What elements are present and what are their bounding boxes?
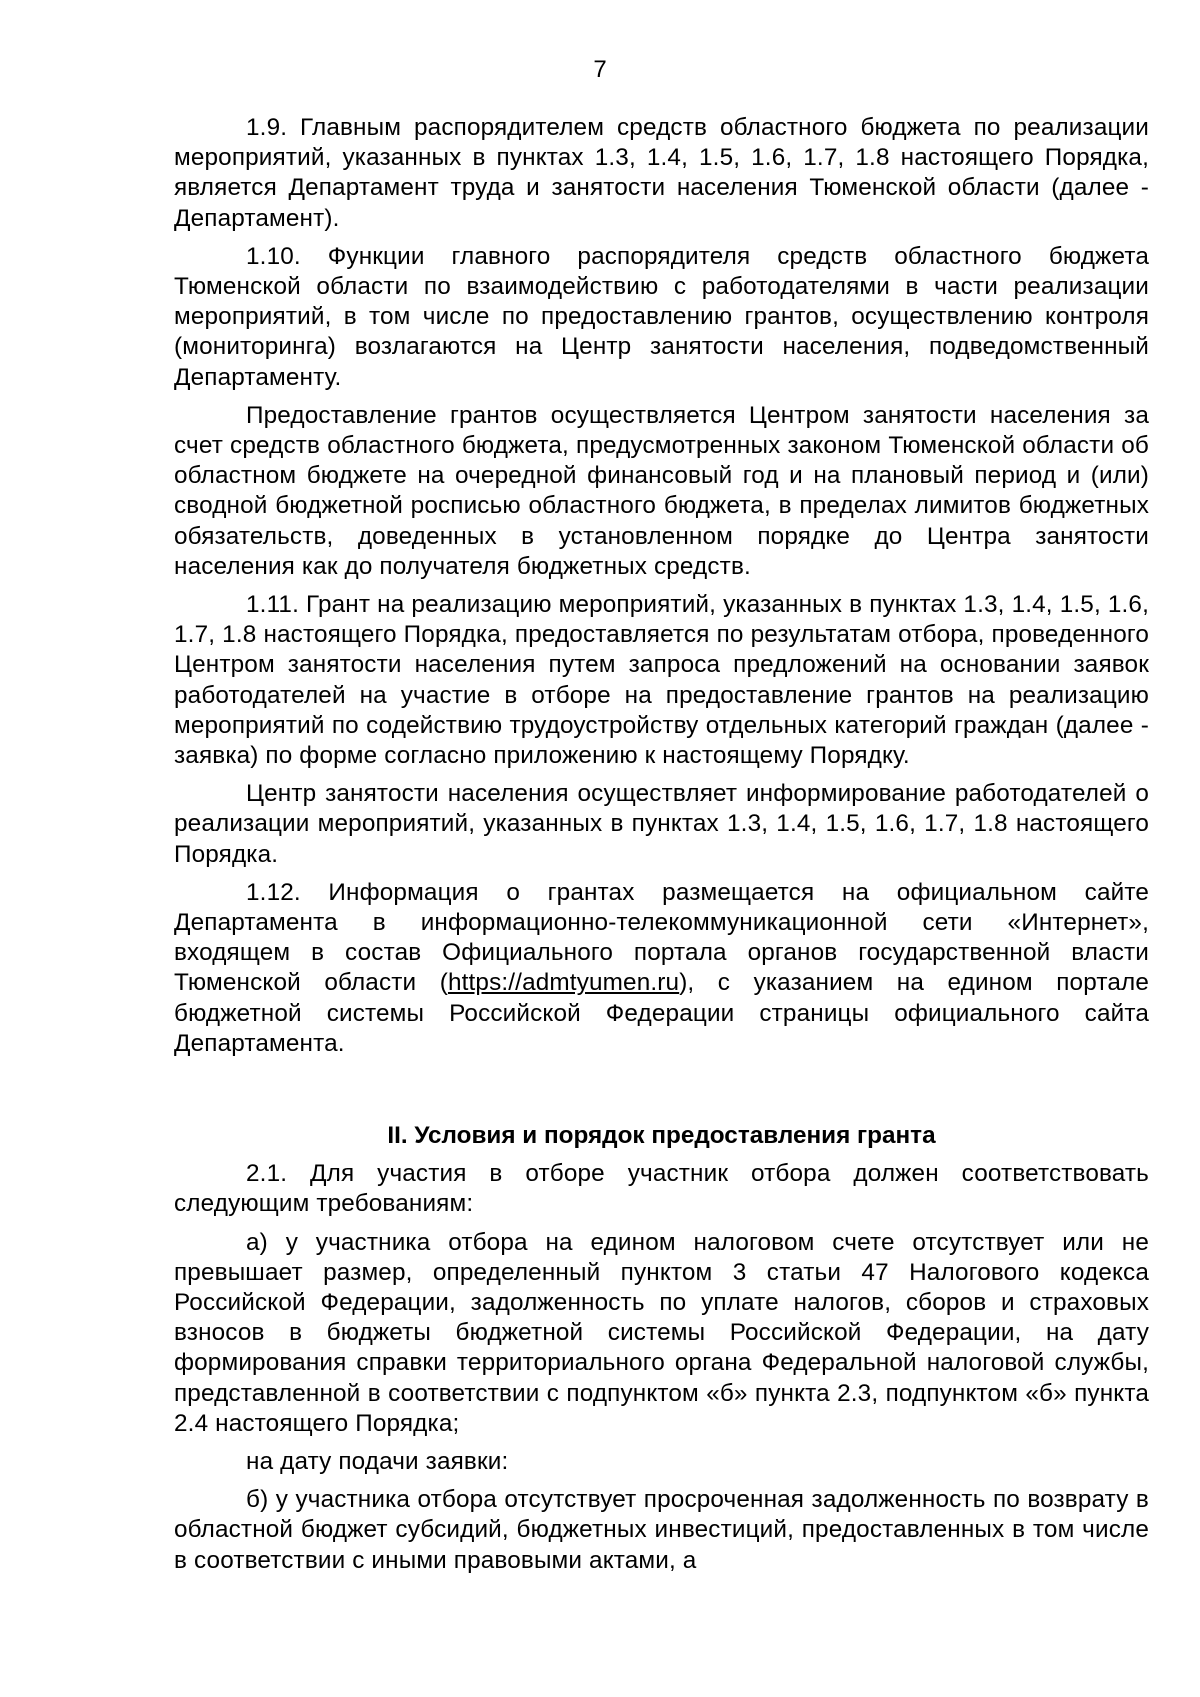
paragraph-1-12 [174, 878, 1149, 1059]
paragraph-grants-funding: Предоставление грантов осуществляется Центром занятости населения за счет средств областного бюджета, предусмотренных законом Тюменской области об областном бюджете на очередной финансовый год и на плановый период и (или) сводной бюджетной росписью областного бюджета, в пределах лимитов бюджетных обязательств, доведенных в установленном порядке до Центра занятости населения как до получателя бюджетных средств. [174, 401, 1149, 580]
section-heading: II. Условия и порядок предоставления гранта [387, 1122, 936, 1150]
paragraph-1-12-text-end: ), с указанием на едином портале бюджетной системы Российской Федерации страницы официального сайта Департамента. [174, 969, 1149, 1057]
paragraph-1-11: 1.11. Грант на реализацию мероприятий, указанных в пунктах 1.3, 1.4, 1.5, 1.6, 1.7, 1.8 настоящего Порядка, предоставляется по результатам отбора, проведенного Центром занятости населения путем запроса предложений на основании заявок работодателей на участие в отборе на предоставление грантов на реализацию мероприятий по содействию трудоустройству отдельных категорий граждан (далее - заявка) по форме согласно приложению к настоящему Порядку. [174, 591, 1149, 770]
paragraph-1-12-text-start: 1.12. Информация о грантах размещается на официальном сайте Департамента в информационно-телекоммуникационной сети «Интернет», входящем в состав Официального портала органов государственной власти Тюменской области ( [174, 878, 1149, 997]
paragraph-1-9: 1.9. Главным распорядителем средств областного бюджета по реализации мероприятий, указанных в пунктах 1.3, 1.4, 1.5, 1.6, 1.7, 1.8 настоящего Порядка, является Департамент труда и занятости населения Тюменской области (далее - Департамент). [174, 114, 1149, 232]
admtyumen-link[interactable]: https://admtyumen.ru [447, 969, 680, 997]
paragraph-2-1-b: б) у участника отбора отсутствует просроченная задолженность по возврату в областной бюджет субсидий, бюджетных инвестиций, предоставленных в том числе в соответствии с иными правовыми актами, а [174, 1486, 1149, 1574]
paragraph-2-1-a: а) у участника отбора на едином налоговом счете отсутствует или не превышает размер, определенный пунктом 3 статьи 47 Налогового кодекса Российской Федерации, задолженность по уплате налогов, сборов и страховых взносов в бюджеты бюджетной системы Российской Федерации, на дату формирования справки территориального органа Федеральной налоговой службы, представленной в соответствии с подпунктом «б» пункта 2.3, подпунктом «б» пункта 2.4 настоящего Порядка; [174, 1228, 1149, 1437]
paragraph-informing: Центр занятости населения осуществляет информирование работодателей о реализации мероприятий, указанных в пунктах 1.3, 1.4, 1.5, 1.6, 1.7, 1.8 настоящего Порядка. [174, 780, 1149, 868]
page-number: 7 [593, 56, 607, 83]
document-body [174, 113, 1149, 1584]
paragraph-2-1: 2.1. Для участия в отборе участник отбора должен соответствовать следующим требованиям: [174, 1160, 1149, 1218]
paragraph-1-10: 1.10. Функции главного распорядителя средств областного бюджета Тюменской области по взаимодействию с работодателями в части реализации мероприятий, в том числе по предоставлению грантов, осуществлению контроля (мониторинга) возлагаются на Центр занятости населения, подведомственный Департаменту. [174, 242, 1149, 391]
paragraph-on-application-date: на дату подачи заявки: [246, 1447, 509, 1475]
